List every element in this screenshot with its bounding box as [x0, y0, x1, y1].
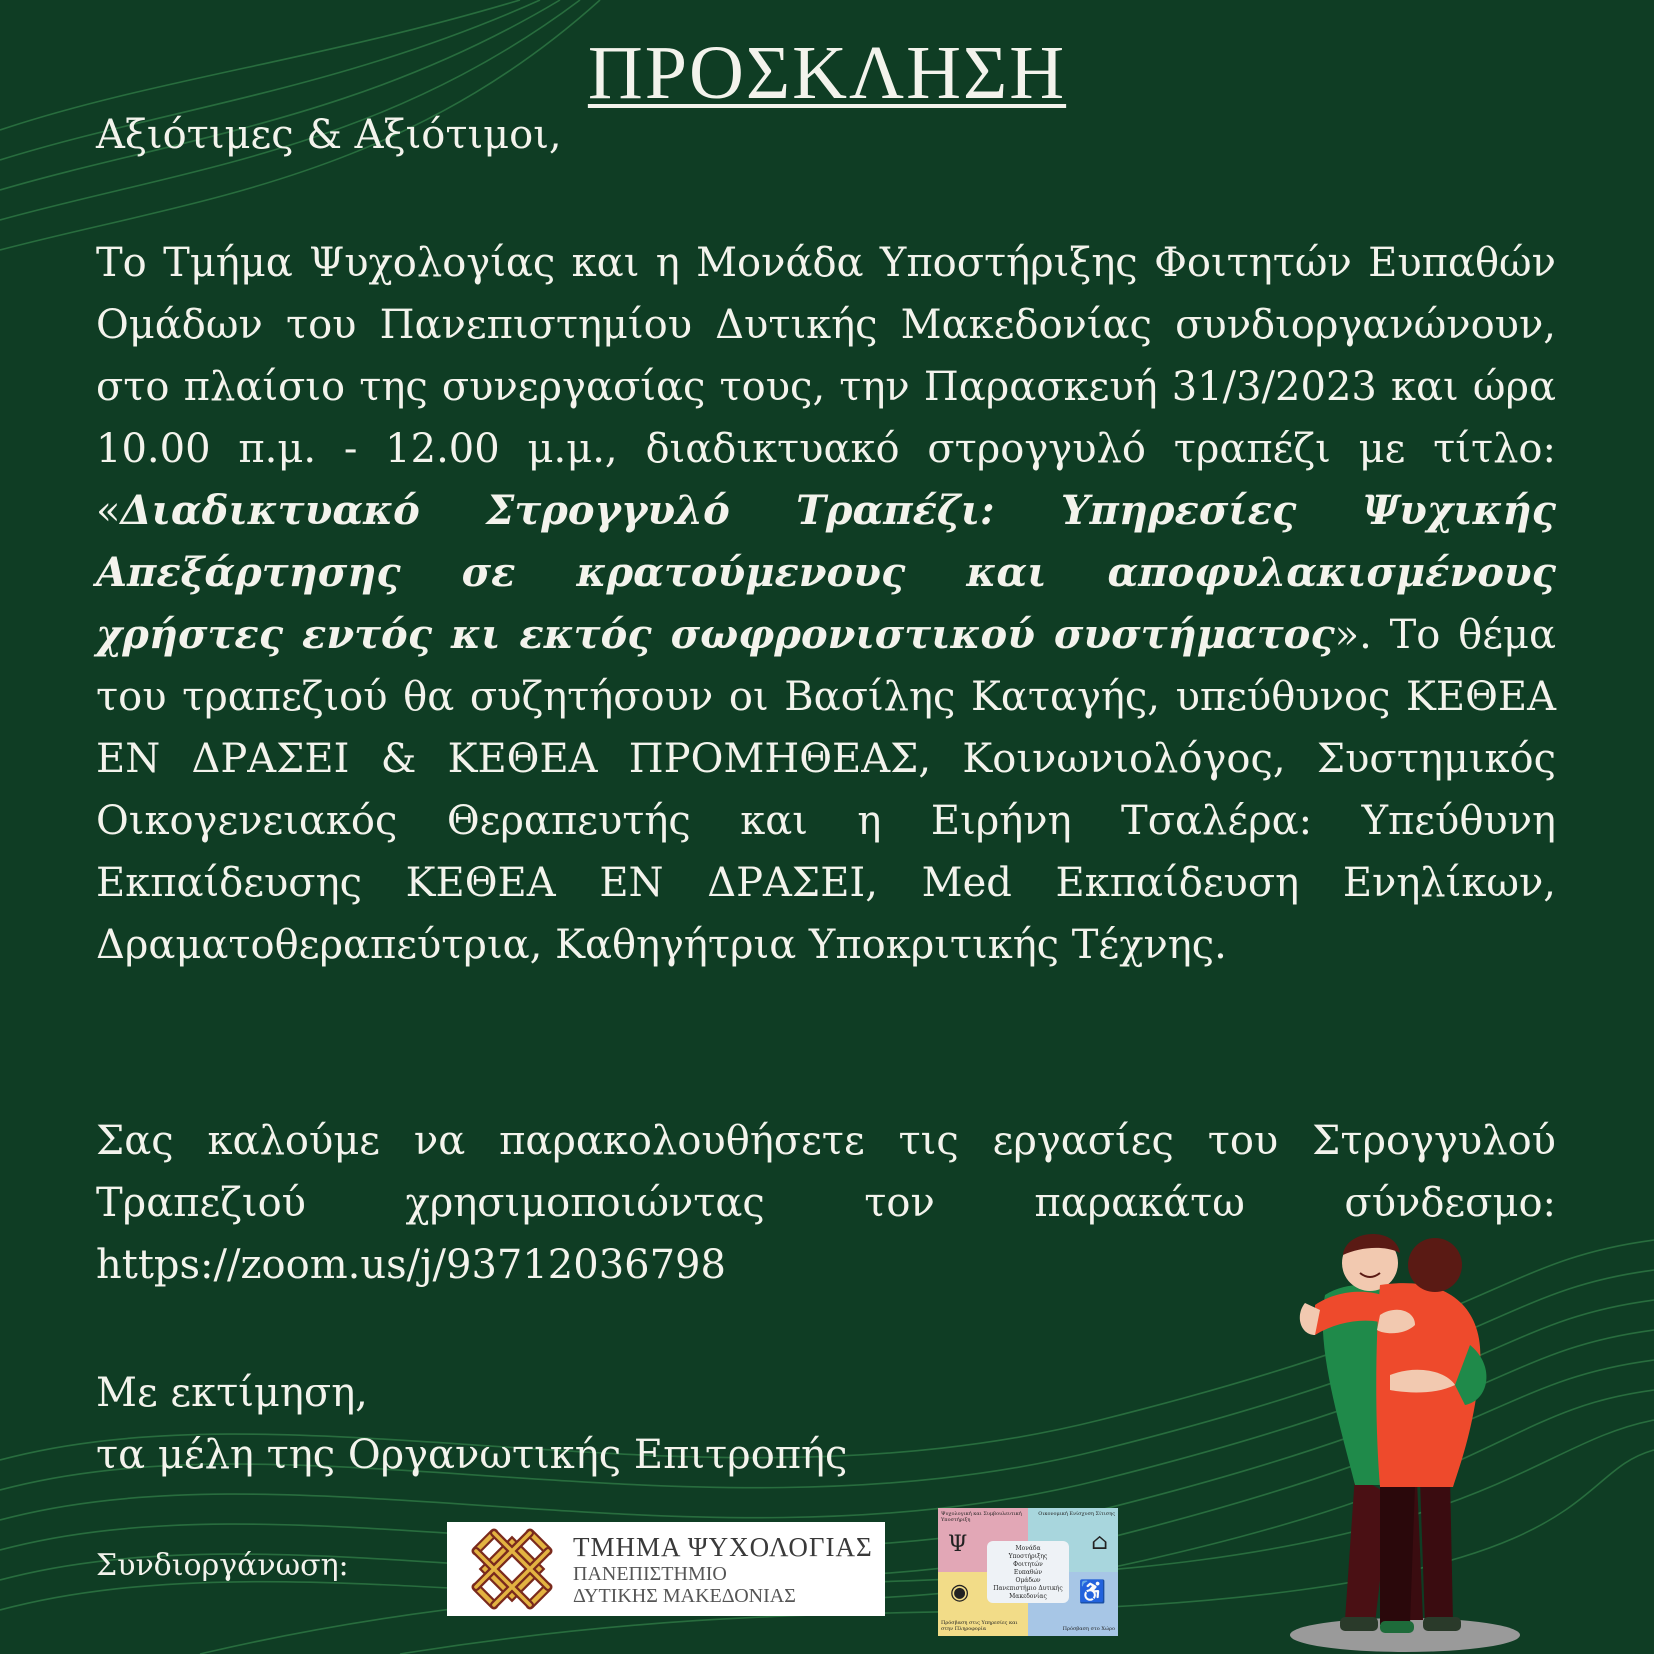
closing-line-2: τα μέλη της Οργανωτικής Επιτροπής	[96, 1432, 848, 1478]
wheelchair-icon: ♿	[1078, 1580, 1106, 1605]
co-organization-label: Συνδιοργάνωση:	[96, 1548, 349, 1583]
body-intro: Το Τμήμα Ψυχολογίας και η Μονάδα Υποστήριξης Φοιτητών Ευπαθών Ομάδων του Πανεπιστημίου Δυτικής Μακεδονίας συνδιοργανώνουν, στο πλαίσιο της συνεργασίας τους, την Παρασκευή 31/3/2023 και ώρα 10.00 π.μ. - 12.00 μ.μ., διαδικτυακό στρογγυλό τραπέζι με τίτλο: «	[96, 240, 1556, 534]
psychology-logo-text	[573, 1532, 873, 1607]
support-unit-logo	[938, 1508, 1118, 1636]
center-line: Μακεδονίας	[1009, 1593, 1047, 1600]
logo-line-3: ΔΥΤΙΚΗΣ ΜΑΚΕΔΟΝΙΑΣ	[573, 1584, 796, 1607]
logo-line-2: ΠΑΝΕΠΙΣΤΗΜΙΟ	[573, 1562, 727, 1585]
center-line: Μονάδα	[1015, 1545, 1041, 1552]
q2-label: Οικονομική Ενίσχυση Σίτισης	[1038, 1511, 1115, 1517]
q3-label: Πρόσβαση στις Υπηρεσίες και στην Πληροφορία	[941, 1620, 1018, 1632]
q4-label: Πρόσβαση στο Χώρο	[1062, 1626, 1115, 1632]
invite-text: Σας καλούμε να παρακολουθήσετε τις εργασίες του Στρογγυλού Τραπεζιού χρησιμοποιώντας τον παρακάτω σύνδεσμο:	[96, 1118, 1556, 1226]
zoom-link[interactable]: https://zoom.us/j/93712036798	[96, 1242, 726, 1288]
body-paragraph	[96, 232, 1556, 976]
closing-line-1: Με εκτίμηση,	[96, 1370, 368, 1416]
house-icon: ⌂	[1091, 1530, 1108, 1555]
psychology-department-logo	[447, 1522, 885, 1616]
logo-line-1: ΤΜΗΜΑ ΨΥΧΟΛΟΓΙΑΣ	[573, 1531, 873, 1562]
invitation-title: ΠΡΟΣΚΛΗΣΗ	[587, 31, 1067, 115]
center-line: Υποστήριξης	[1008, 1553, 1048, 1560]
event-title: Διαδικτυακό Στρογγυλό Τραπέζι: Υπηρεσίες Ψυχικής Απεξάρτησης σε κρατούμενους και αποφυλακισμένους χρήστες εντός κι εκτός σωφρονιστικού συστήματος	[96, 487, 1556, 658]
center-line: Ομάδων	[1015, 1577, 1041, 1584]
psi-icon: Ψ	[948, 1532, 968, 1557]
q1-label: Ψυχολογική και Συμβουλευτική Υποστήριξη	[941, 1511, 1022, 1523]
center-line: Ευπαθών	[1013, 1569, 1043, 1576]
body-rest: ». Το θέμα του τραπεζιού θα συζητήσουν οι Βασίλης Καταγής, υπεύθυνος ΚΕΘΕΑ ΕΝ ΔΡΑΣΕΙ & ΚΕΘΕΑ ΠΡΟΜΗΘΕΑΣ, Κοινωνιολόγος, Συστημικός Οικογενειακός Θεραπευτής και η Ειρήνη Τσαλέρα: Υπεύθυνη Εκπαίδευσης ΚΕΘΕΑ ΕΝ ΔΡΑΣΕΙ, Med Εκπαίδευση Ενηλίκων, Δραματοθεραπεύτρια, Καθηγήτρια Υποκριτικής Τέχνης.	[96, 612, 1556, 968]
center-line: Φοιτητών	[1013, 1561, 1043, 1568]
eye-icon: ◉	[950, 1580, 970, 1605]
center-line: Πανεπιστήμιο Δυτικής	[993, 1585, 1063, 1592]
logo-center-box	[987, 1541, 1069, 1603]
celtic-knot-icon	[467, 1524, 557, 1614]
greeting: Αξιότιμες & Αξιότιμοι,	[96, 112, 562, 158]
closing	[96, 1362, 847, 1486]
hugging-people-illustration	[1285, 1225, 1525, 1654]
